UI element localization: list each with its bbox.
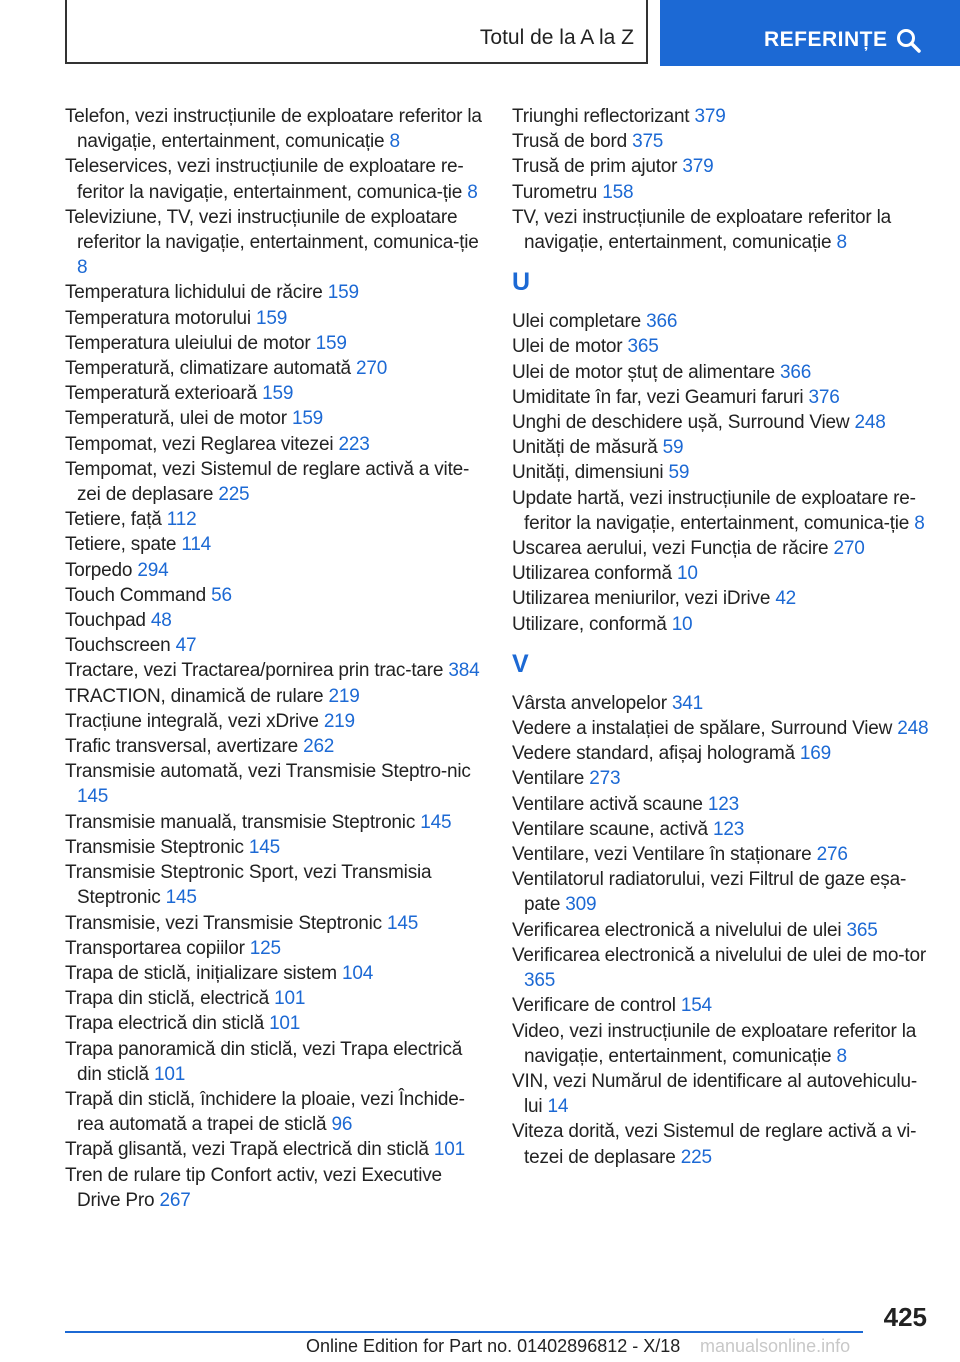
index-page-link[interactable]: 8	[836, 232, 847, 254]
index-entry-text: Video, vezi instrucțiunile de exploatare referitor la navigație, entertainment, comunicație	[512, 1020, 917, 1067]
index-entry	[65, 1037, 485, 1087]
index-entry-text: Trapa panoramică din sticlă, vezi Trapa electrică din sticlă	[65, 1038, 463, 1085]
index-entry-text: Utilizarea conformă	[512, 563, 672, 585]
page-number: 425	[883, 1302, 927, 1332]
index-page-link[interactable]: 294	[137, 559, 169, 581]
index-page-link[interactable]: 159	[327, 282, 359, 304]
index-entry	[512, 205, 932, 255]
index-entry	[65, 608, 485, 633]
index-page-link[interactable]: 154	[680, 995, 712, 1017]
index-entry	[65, 1163, 485, 1213]
index-page-link[interactable]: 101	[154, 1063, 186, 1085]
index-entry-text: Transmisie manuală, transmisie Steptronic	[65, 811, 416, 833]
index-entry-text: Tempomat, vezi Sistemul de reglare activă a vite-zei de deplasare	[65, 458, 470, 506]
index-entry	[512, 536, 932, 561]
index-page-link[interactable]: 223	[338, 433, 370, 455]
index-entry	[65, 961, 485, 986]
index-entry	[65, 406, 485, 431]
index-page-link[interactable]: 248	[854, 412, 886, 434]
index-entry-text: Transmisie, vezi Transmisie Steptronic	[65, 912, 382, 934]
index-page-link[interactable]: 365	[627, 336, 659, 358]
index-entry	[65, 810, 485, 835]
index-page-link[interactable]: 273	[589, 768, 621, 790]
index-entry	[512, 129, 932, 154]
index-entry-text: Turometru	[512, 181, 598, 203]
index-entry-text: Ulei completare	[512, 311, 641, 333]
index-entry	[512, 1019, 932, 1069]
index-page-link[interactable]: 8	[914, 512, 925, 534]
index-page-link[interactable]: 262	[303, 736, 335, 758]
index-page-link[interactable]: 10	[676, 563, 698, 585]
index-page-link[interactable]: 365	[524, 970, 556, 992]
index-entry-text: Ulei de motor ștuț de alimentare	[512, 361, 775, 383]
index-entry	[512, 561, 932, 586]
index-entry-text: Ventilare activă scaune	[512, 793, 703, 815]
footer-divider	[65, 1331, 863, 1333]
index-entry-text: Vedere standard, afișaj hologramă	[512, 743, 795, 765]
index-entry-text: Trapă glisantă, vezi Trapă electrică din sticlă	[65, 1139, 429, 1161]
index-entry-text: Verificarea electronică a nivelului de ulei de mo-tor	[512, 944, 926, 966]
index-entry-text: Ventilare, vezi Ventilare în staționare	[512, 844, 812, 866]
index-page-link[interactable]: 159	[262, 383, 294, 405]
index-page-link[interactable]: 219	[328, 685, 360, 707]
index-entry	[512, 842, 932, 867]
index-entry-text: Trapă din sticlă, închidere la ploaie, vezi Închide-rea automată a trapei de sticlă	[65, 1088, 465, 1136]
index-page-link[interactable]: 379	[682, 156, 714, 178]
index-entry	[65, 457, 485, 507]
index-entry-text: Televiziune, TV, vezi instrucțiunile de exploatare referitor la navigație, entertainment, comunica-ție	[65, 206, 479, 254]
search-icon[interactable]	[896, 28, 922, 54]
index-entry	[65, 331, 485, 356]
index-page-link[interactable]: 270	[833, 538, 865, 560]
index-entry-text: VIN, vezi Numărul de identificare al autovehiculu-lui	[512, 1070, 918, 1118]
index-entry-text: Touch Command	[65, 584, 207, 606]
index-page-link[interactable]: 225	[680, 1146, 712, 1168]
index-page-link[interactable]: 309	[565, 894, 597, 916]
index-entry-text: Telefon, vezi instrucțiunile de exploatare referitor la navigație, entertainment, comunicație	[65, 106, 482, 153]
index-page-link[interactable]: 145	[248, 836, 281, 858]
index-entry	[512, 154, 932, 179]
index-entry	[512, 460, 932, 485]
index-page-link[interactable]: 123	[707, 793, 740, 815]
index-letter-heading: U	[512, 268, 531, 297]
index-entry-text: Unghi de deschidere ușă, Surround View	[512, 412, 850, 434]
index-entry-text: Tren de rulare tip Confort activ, vezi Executive Drive Pro	[65, 1164, 442, 1211]
index-entry-text: Utilizare, conformă	[512, 613, 667, 635]
index-entry-text: Tetiere, spate	[65, 534, 177, 556]
index-entry	[512, 309, 932, 334]
index-page-link[interactable]: 145	[77, 786, 109, 808]
index-entry	[512, 180, 932, 205]
index-entry-text: Temperatură, climatizare automată	[65, 358, 351, 380]
index-entry	[512, 586, 932, 611]
index-page-link[interactable]: 101	[274, 988, 306, 1010]
index-entry	[512, 716, 932, 741]
index-page-link[interactable]: 248	[897, 718, 929, 740]
index-page-link[interactable]: 276	[816, 844, 848, 866]
index-entry-text: Teleservices, vezi instrucțiunile de exploatare re-feritor la navigație, entertainment, comunica-ție	[65, 156, 464, 203]
index-entry-text: Touchpad	[65, 610, 146, 632]
edition-text: Online Edition for Part no. 01402896812 - X/18	[306, 1336, 681, 1356]
index-page-link[interactable]: 379	[694, 106, 726, 127]
index-entry-text: Update hartă, vezi instrucțiunile de exploatare re-feritor la navigație, entertainment, comunica-ție	[512, 487, 916, 534]
index-entry	[512, 435, 932, 460]
index-entry-text: Tetiere, față	[65, 509, 162, 531]
index-page-link[interactable]: 14	[547, 1096, 569, 1118]
index-entry	[512, 766, 932, 791]
index-entry	[65, 734, 485, 759]
index-entry	[512, 741, 932, 766]
index-page-link[interactable]: 376	[808, 386, 840, 408]
index-entry	[65, 154, 485, 204]
index-page-link[interactable]: 59	[662, 437, 684, 459]
index-entry	[65, 356, 485, 381]
watermark-brand: manualsonline.info	[700, 1336, 851, 1356]
index-entry	[512, 993, 932, 1018]
index-entry	[65, 432, 485, 457]
index-column-left	[65, 104, 485, 1213]
index-entry-text: TRACTION, dinamică de rulare	[65, 685, 324, 707]
index-entry-text: Temperatura motorului	[65, 307, 251, 329]
header-section-box	[65, 0, 648, 64]
index-page-link[interactable]: 8	[836, 1045, 847, 1067]
index-entry-text: Transportarea copiilor	[65, 937, 245, 959]
index-page-link[interactable]: 125	[249, 937, 281, 959]
index-entry-text: Temperatura uleiului de motor	[65, 332, 311, 354]
index-page-link[interactable]: 145	[165, 887, 197, 909]
index-entry	[512, 612, 932, 637]
index-page-link[interactable]: 10	[671, 613, 693, 635]
index-entry-text: Unități, dimensiuni	[512, 462, 664, 484]
index-entry	[512, 691, 932, 716]
references-label: REFERINȚE	[764, 28, 888, 51]
index-entry-text: Verificare de control	[512, 995, 676, 1017]
index-page-link[interactable]: 225	[218, 484, 250, 506]
index-entry	[65, 532, 485, 557]
index-entry-text: Trusă de bord	[512, 131, 627, 153]
index-entry-text: Transmisie Steptronic	[65, 836, 244, 858]
index-page-link[interactable]: 59	[668, 462, 690, 484]
index-page-link[interactable]: 384	[448, 660, 480, 682]
index-column-right	[512, 104, 932, 1170]
index-entry-text: Vârsta anvelopelor	[512, 692, 667, 714]
index-entry	[512, 918, 932, 943]
index-page-link[interactable]: 8	[467, 181, 478, 203]
index-entry	[65, 1011, 485, 1036]
index-page-link[interactable]: 158	[602, 181, 634, 203]
index-entry	[65, 507, 485, 532]
index-page-link[interactable]: 366	[646, 311, 678, 333]
index-entry	[65, 759, 485, 809]
index-page-link[interactable]: 159	[255, 307, 288, 329]
index-entry-text: Umiditate în far, vezi Geamuri faruri	[512, 386, 804, 408]
index-page-link[interactable]: 56	[211, 584, 232, 606]
index-entry	[65, 558, 485, 583]
index-entry-text: Trusă de prim ajutor	[512, 156, 678, 178]
index-entry-text: Uscarea aerului, vezi Funcția de răcire	[512, 538, 829, 560]
index-entry-text: Ventilare	[512, 768, 585, 790]
index-entry-text: Ulei de motor	[512, 336, 623, 358]
index-page-link[interactable]: 145	[420, 811, 452, 833]
index-entry-text: TV, vezi instrucțiunile de exploatare referitor la navigație, entertainment, comunicație	[512, 206, 891, 254]
index-page-link[interactable]: 114	[181, 534, 212, 556]
index-entry	[65, 205, 485, 281]
index-page-link[interactable]: 365	[846, 919, 878, 941]
index-entry-text: Trafic transversal, avertizare	[65, 736, 298, 758]
index-entry	[65, 860, 485, 910]
index-entry-text: Transmisie automată, vezi Transmisie Steptro-nic	[65, 761, 471, 783]
index-letter-heading: V	[512, 649, 529, 678]
index-entry-text: Trapa electrică din sticlă	[65, 1013, 264, 1035]
index-page-link[interactable]: 341	[671, 692, 704, 714]
index-entry	[65, 1137, 485, 1162]
index-entry-text: Unități de măsură	[512, 437, 658, 459]
index-entry	[512, 486, 932, 536]
index-entry	[65, 306, 485, 331]
index-entry-text: Ventilatorul radiatorului, vezi Filtrul de gaze eșa-pate	[512, 869, 907, 916]
index-page-link[interactable]: 159	[291, 408, 324, 430]
references-tab[interactable]	[660, 0, 960, 66]
index-entry	[65, 709, 485, 734]
index-entry	[65, 684, 485, 709]
index-entry	[65, 1087, 485, 1137]
index-entry	[65, 381, 485, 406]
index-entry	[65, 104, 485, 154]
index-page-link[interactable]: 104	[342, 962, 374, 984]
index-page-link[interactable]: 267	[159, 1189, 191, 1211]
index-entry-text: Triunghi reflectorizant	[512, 106, 690, 127]
index-entry-text: Tracțiune integrală, vezi xDrive	[65, 710, 319, 732]
index-entry	[512, 943, 932, 993]
index-entry-text: Touchscreen	[65, 635, 171, 657]
index-entry	[65, 583, 485, 608]
index-entry	[512, 410, 932, 435]
index-page-link[interactable]: 159	[315, 332, 347, 354]
index-entry-text: Trapa de sticlă, inițializare sistem	[65, 962, 337, 984]
index-entry	[512, 360, 932, 385]
index-page-link[interactable]: 101	[269, 1013, 301, 1035]
index-entry	[65, 835, 485, 860]
index-entry-text: Temperatura lichidului de răcire	[65, 282, 323, 304]
index-entry	[512, 1069, 932, 1119]
index-entry	[512, 817, 932, 842]
index-page-link[interactable]: 47	[175, 635, 197, 657]
index-page-link[interactable]: 8	[389, 131, 400, 153]
index-page-link[interactable]: 42	[775, 588, 797, 610]
index-entry	[65, 986, 485, 1011]
index-entry-text: Viteza dorită, vezi Sistemul de reglare activă a vi-tezei de deplasare	[512, 1121, 917, 1168]
index-page-link[interactable]: 169	[799, 743, 832, 765]
index-entry-text: Transmisie Steptronic Sport, vezi Transmisia Steptronic	[65, 862, 432, 909]
index-entry-text: Torpedo	[65, 559, 133, 581]
index-entry-text: Ventilare scaune, activă	[512, 818, 708, 840]
index-page-link[interactable]: 145	[387, 912, 419, 934]
index-page-link[interactable]: 375	[632, 131, 664, 153]
index-page-link[interactable]: 219	[323, 710, 355, 732]
index-entry-text: Utilizarea meniurilor, vezi iDrive	[512, 588, 771, 610]
index-entry	[512, 385, 932, 410]
index-page-link[interactable]: 366	[780, 361, 812, 383]
index-entry-text: Temperatură exterioară	[65, 383, 258, 405]
index-entry	[512, 104, 932, 129]
index-page-link[interactable]: 101	[433, 1139, 465, 1161]
index-entry-text: Tempomat, vezi Reglarea vitezei	[65, 433, 334, 455]
index-entry	[512, 867, 932, 917]
section-title: Totul de la A la Z	[479, 26, 634, 49]
index-entry	[512, 334, 932, 359]
index-entry	[65, 280, 485, 305]
index-entry-text: Verificarea electronică a nivelului de ulei	[512, 919, 842, 941]
index-entry	[65, 633, 485, 658]
index-entry	[65, 658, 485, 683]
index-page-link[interactable]: 96	[331, 1114, 353, 1136]
index-entry-text: Temperatură, ulei de motor	[65, 408, 287, 430]
index-page-link[interactable]: 8	[77, 257, 88, 279]
index-entry-text: Vedere a instalației de spălare, Surround View	[512, 718, 893, 740]
index-entry-text: Trapa din sticlă, electrică	[65, 988, 270, 1010]
index-page-link[interactable]: 123	[712, 818, 745, 840]
index-entry	[512, 792, 932, 817]
index-page-link[interactable]: 48	[150, 610, 172, 632]
index-entry	[65, 911, 485, 936]
index-entry-text: Tractare, vezi Tractarea/pornirea prin trac-tare	[65, 660, 444, 682]
index-page-link[interactable]: 112	[166, 509, 197, 531]
index-entry	[65, 936, 485, 961]
index-entry	[512, 1119, 932, 1169]
index-page-link[interactable]: 270	[356, 358, 388, 380]
